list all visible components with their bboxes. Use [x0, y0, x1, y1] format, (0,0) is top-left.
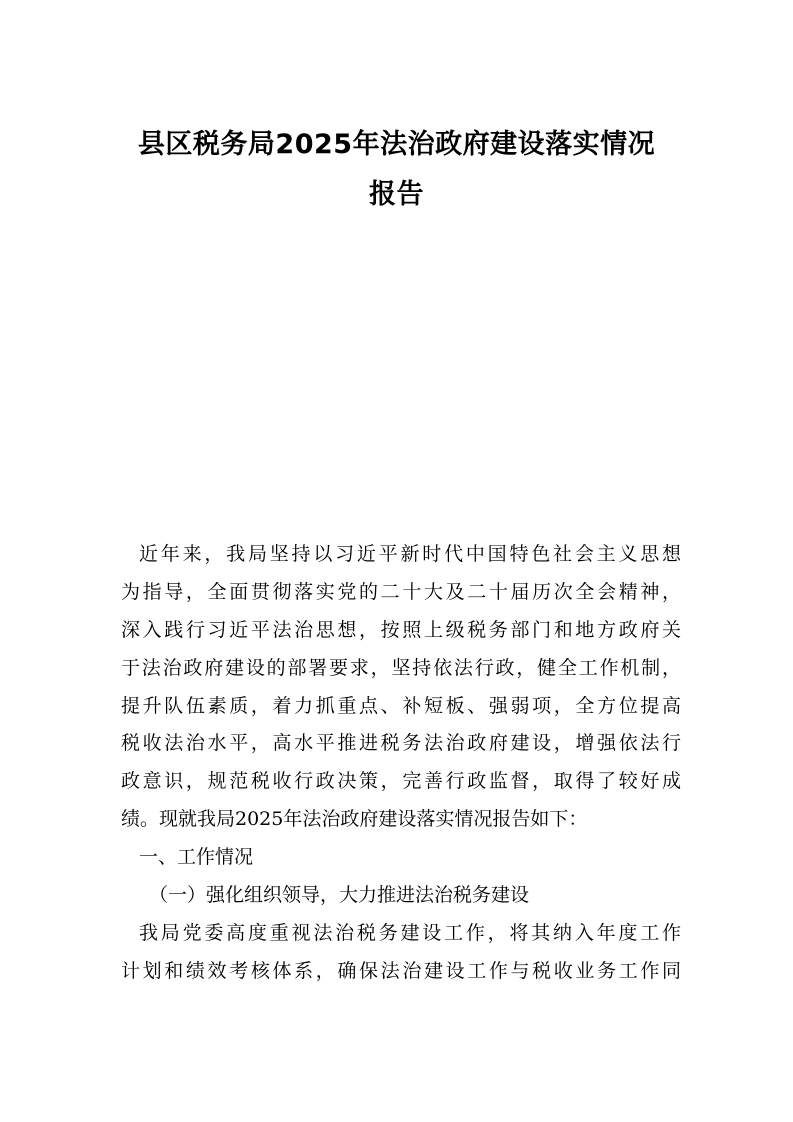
body-line: 我局党委高度重视法治税务建设工作，将其纳入年度工作 — [139, 921, 681, 944]
body-line: 计划和绩效考核体系，确保法治建设工作与税收业务工作同 — [121, 959, 681, 982]
body-line: 深入践行习近平法治思想，按照上级税务部门和地方政府关 — [121, 618, 681, 641]
body-line: 政意识，规范税收行政决策，完善行政监督，取得了较好成 — [121, 770, 681, 793]
body-line: 税收法治水平，高水平推进税务法治政府建设，增强依法行 — [121, 732, 681, 755]
document-body — [121, 536, 681, 991]
body-line: 提升队伍素质，着力抓重点、补短板、强弱项，全方位提高 — [121, 694, 681, 717]
body-line: 近年来，我局坚持以习近平新时代中国特色社会主义思想 — [139, 543, 681, 565]
document-title-line-1: 县区税务局2025年法治政府建设落实情况 — [137, 129, 656, 160]
section-heading: 一、工作情况 — [139, 846, 254, 869]
body-line: 于法治政府建设的部署要求，坚持依法行政，健全工作机制， — [121, 656, 681, 679]
document-title-line-2: 报告 — [369, 179, 424, 210]
body-line: 绩。现就我局2025年法治政府建设落实情况报告如下： — [121, 808, 588, 831]
body-line: 为指导，全面贯彻落实党的二十大及二十届历次全会精神， — [121, 580, 681, 603]
subsection-heading: （一）强化组织领导，大力推进法治税务建设 — [149, 884, 530, 907]
